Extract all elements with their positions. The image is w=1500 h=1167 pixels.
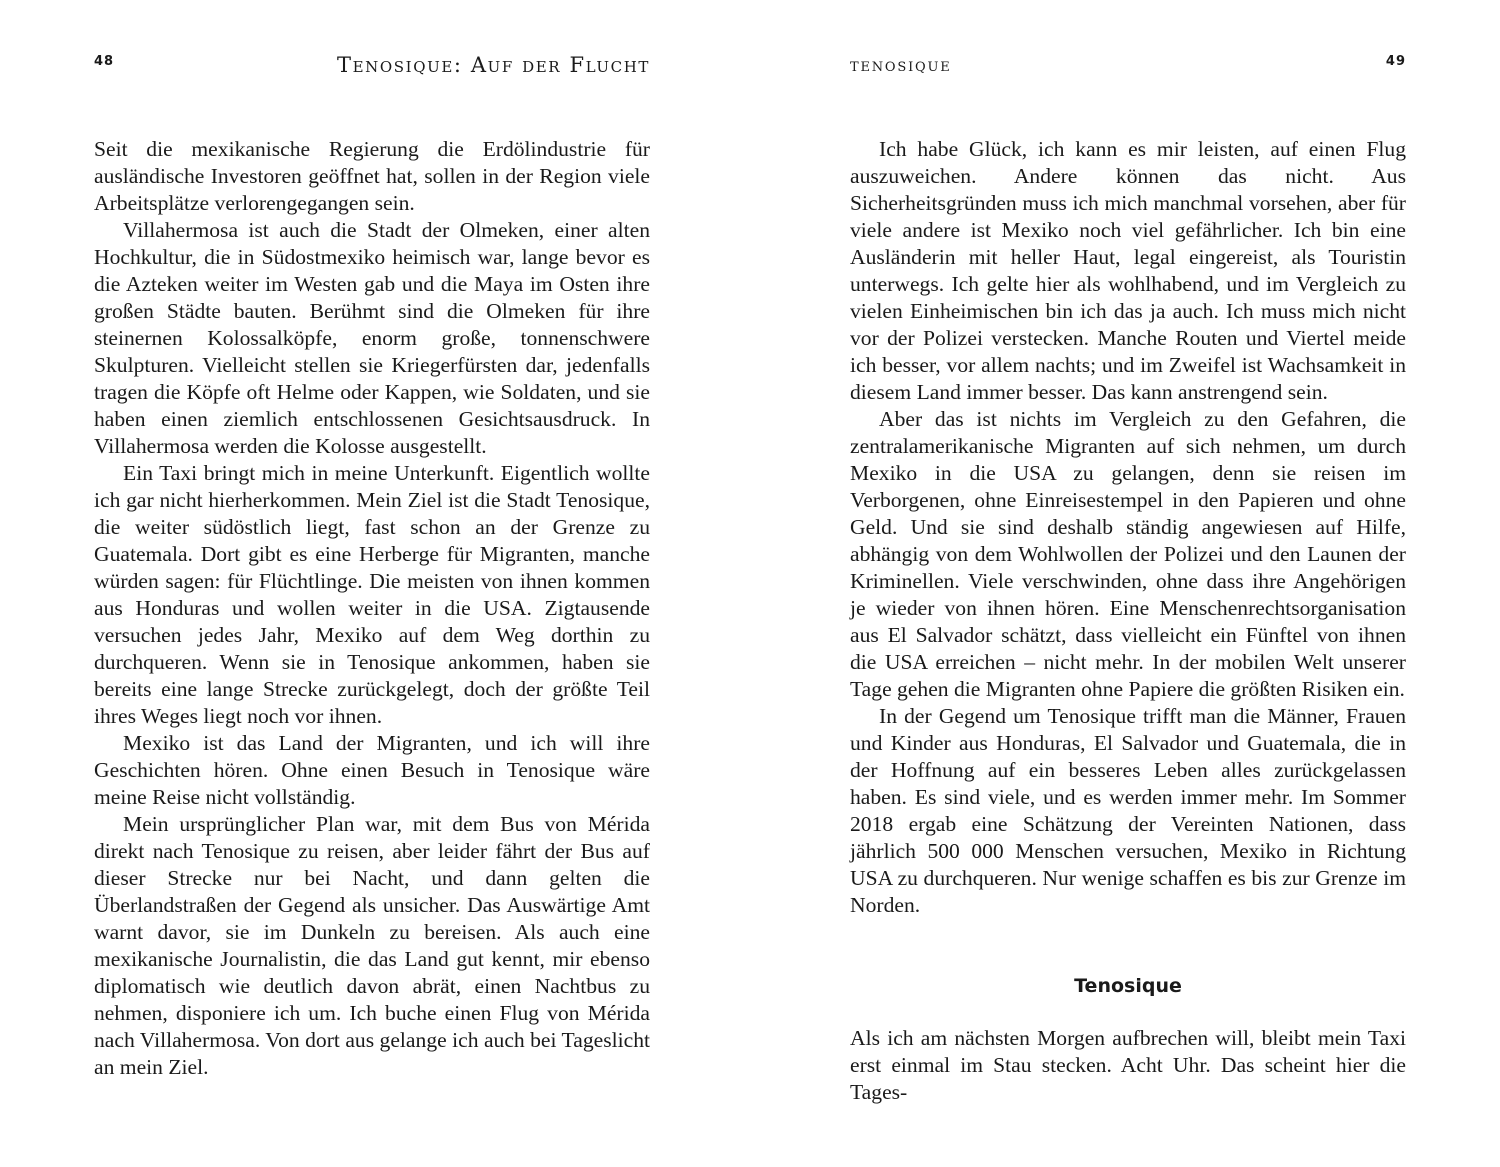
- right-page-body: [850, 136, 1406, 1106]
- paragraph: Aber das ist nichts im Vergleich zu den Gefahren, die zentralamerikanische Migranten auf sich nehmen, um durch Mexiko in die USA zu gelangen, denn sie reisen im Verborgenen, ohne Einreisestempel in den Papieren und ohne Geld. Und sie sind deshalb ständig angewiesen auf Hilfe, abhängig von dem Wohlwollen der Polizei und den Launen der Kriminellen. Viele verschwinden, ohne dass ihre Angehörigen je wieder von ihnen hören. Eine Menschenrechtsorganisation aus El Salvador schätzt, dass vielleicht ein Fünftel von ihnen die USA erreichen – nicht mehr. In der mobilen Welt unserer Tage gehen die Migranten ohne Papiere die größten Risiken ein.: [850, 407, 1406, 701]
- section-heading: Tenosique: [1074, 975, 1182, 997]
- paragraph: Als ich am nächsten Morgen aufbrechen will, bleibt mein Taxi erst einmal im Stau stecken. Acht Uhr. Das scheint hier die Tages-: [850, 1026, 1406, 1104]
- right-page: [850, 0, 1406, 1167]
- paragraph: In der Gegend um Tenosique trifft man die Männer, Frauen und Kinder aus Honduras, El Salvador und Guatemala, die in der Hoffnung auf ein besseres Leben alles zurückgelassen haben. Es sind viele, und es werden immer mehr. Im Sommer 2018 ergab eine Schätzung der Vereinten Nationen, dass jährlich 500 000 Menschen versuchen, Mexiko in Richtung USA zu durchqueren. Nur wenige schaffen es bis zur Grenze im Norden.: [850, 704, 1406, 917]
- paragraph: Ein Taxi bringt mich in meine Unterkunft. Eigentlich wollte ich gar nicht hierherkommen. Mein Ziel ist die Stadt Tenosique, die weiter südöstlich liegt, fast schon an der Grenze zu Guatemala. Dort gibt es eine Herberge für Migranten, manche würden sagen: für Flüchtlinge. Die meisten von ihnen kommen aus Honduras und wollen weiter in die USA. Zigtausende versuchen jedes Jahr, Mexiko auf dem Weg dorthin zu durchqueren. Wenn sie in Tenosique ankommen, haben sie bereits eine lange Strecke zurückgelegt, doch der größte Teil ihres Weges liegt noch vor ihnen.: [94, 461, 650, 728]
- paragraph: Seit die mexikanische Regierung die Erdölindustrie für ausländische Investoren geöffnet hat, sollen in der Region viele Arbeitsplätze verlorengegangen sein.: [94, 137, 650, 215]
- paragraph: Mein ursprünglicher Plan war, mit dem Bus von Mérida direkt nach Tenosique zu reisen, aber leider fährt der Bus auf dieser Strecke nur bei Nacht, und dann gelten die Überlandstraßen der Gegend als unsicher. Das Auswärtige Amt warnt davor, sie im Dunkeln zu bereisen. Als auch eine mexikanische Journalistin, die das Land gut kennt, mir ebenso diplomatisch wie deutlich davon abrät, einen Nachtbus zu nehmen, disponiere ich um. Ich buche einen Flug von Mérida nach Villahermosa. Von dort aus gelange ich auch bei Tageslicht an mein Ziel.: [94, 812, 650, 1079]
- right-page-header: [850, 50, 1406, 84]
- paragraph: Mexiko ist das Land der Migranten, und ich will ihre Geschichten hören. Ohne einen Besuch in Tenosique wäre meine Reise nicht vollständig.: [94, 731, 650, 809]
- left-page: [94, 0, 650, 1167]
- left-page-header: [94, 50, 650, 84]
- running-head: Tenosique: Auf der Flucht: [337, 53, 650, 77]
- page-number: 49: [1385, 54, 1406, 69]
- left-page-body: [94, 136, 650, 1081]
- page-number: 48: [94, 54, 115, 69]
- paragraph: Ich habe Glück, ich kann es mir leisten, auf einen Flug auszuweichen. Andere können das nicht. Aus Sicherheitsgründen muss ich mich manchmal vorsehen, aber für viele andere ist Mexiko noch viel gefährlicher. Ich bin eine Ausländerin mit heller Haut, legal eingereist, als Touristin unterwegs. Ich gelte hier als wohlhabend, und im Vergleich zu vielen Einheimischen bin ich das ja auch. Ich muss mich nicht vor der Polizei verstecken. Manche Routen und Viertel meide ich besser, vor allem nachts; und im Zweifel ist Wachsamkeit in diesem Land immer besser. Das kann anstrengend sein.: [850, 137, 1406, 404]
- paragraph: Villahermosa ist auch die Stadt der Olmeken, einer alten Hochkultur, die in Südostmexiko heimisch war, lange bevor es die Azteken weiter im Westen gab und die Maya im Osten ihre großen Städte bauten. Berühmt sind die Olmeken für ihre steinernen Kolossalköpfe, enorm große, tonnenschwere Skulpturen. Vielleicht stellen sie Kriegerfürsten dar, jedenfalls tragen die Köpfe oft Helme oder Kappen, wie Soldaten, und sie haben einen ziemlich entschlossenen Gesichtsausdruck. In Villahermosa werden die Kolosse ausgestellt.: [94, 218, 650, 458]
- running-head: tenosique: [850, 55, 952, 76]
